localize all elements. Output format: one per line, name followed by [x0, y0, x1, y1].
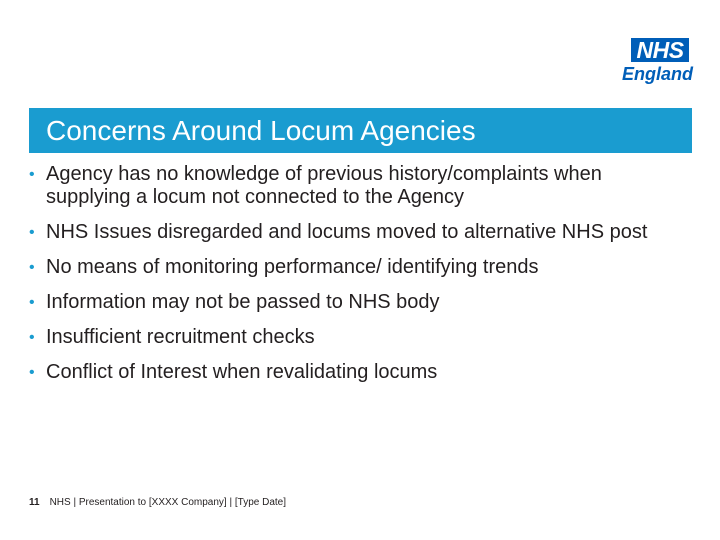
bullet-dot-icon: • — [29, 329, 35, 346]
bullet-item — [27, 291, 687, 314]
nhs-logo-box: NHS — [631, 38, 689, 62]
bullet-item — [27, 326, 687, 349]
bullet-list — [27, 163, 687, 396]
bullet-dot-icon: • — [29, 259, 35, 276]
nhs-england-logo — [612, 38, 692, 86]
bullet-dot-icon: • — [29, 166, 35, 183]
slide-footer — [29, 496, 286, 510]
bullet-text: NHS Issues disregarded and locums moved to alternative NHS post — [46, 221, 648, 243]
bullet-text: No means of monitoring performance/ identifying trends — [46, 256, 539, 278]
bullet-dot-icon: • — [29, 224, 35, 241]
bullet-text: Agency has no knowledge of previous history/complaints when supplying a locum not connected to the Agency — [46, 163, 602, 208]
bullet-text: Insufficient recruitment checks — [46, 326, 315, 348]
footer-text: NHS | Presentation to [XXXX Company] | [Type Date] — [49, 497, 286, 508]
nhs-logo-england: England — [622, 64, 693, 84]
bullet-dot-icon: • — [29, 294, 35, 311]
slide-title: Concerns Around Locum Agencies — [46, 115, 476, 146]
bullet-text: Information may not be passed to NHS body — [46, 291, 440, 313]
bullet-item — [27, 256, 687, 279]
bullet-item — [27, 163, 687, 209]
title-bar — [29, 108, 692, 153]
bullet-text: Conflict of Interest when revalidating locums — [46, 361, 438, 383]
bullet-item — [27, 361, 687, 384]
bullet-dot-icon: • — [29, 364, 35, 381]
bullet-item — [27, 221, 687, 244]
page-number: 11 — [29, 497, 40, 508]
